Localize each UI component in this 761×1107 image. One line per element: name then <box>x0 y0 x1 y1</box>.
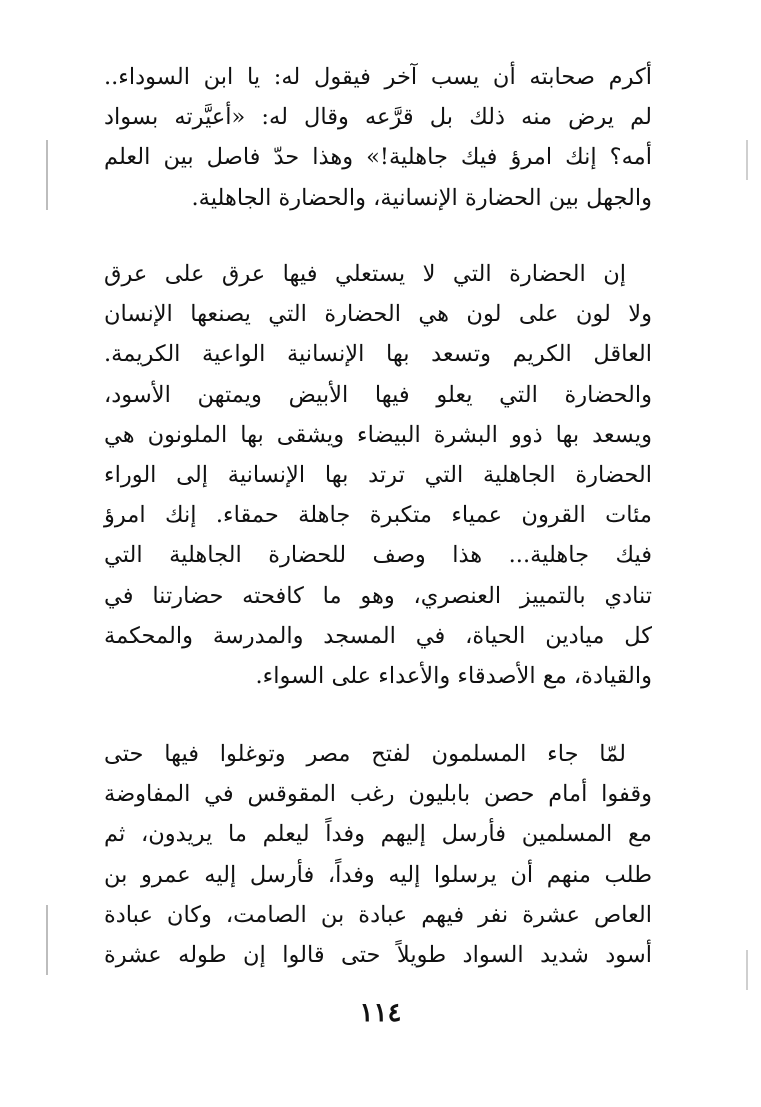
text-line: وقفوا أمام حصن بابليون رغب المقوقس في المفاوضة <box>104 781 652 808</box>
text-line: أمه؟ إنك امرؤ فيك جاهلية!» وهذا حدّ فاصل بين العلم <box>104 144 652 171</box>
text-line: لمّا جاء المسلمون لفتح مصر وتوغلوا فيها حتى <box>104 741 626 767</box>
paragraph-2 <box>104 254 652 696</box>
text-line: تنادي بالتمييز العنصري، وهو ما كافحته حضارتنا في <box>104 582 652 609</box>
text-line: مع المسلمين فأرسل إليهم وفداً ليعلم ما يريدون، ثم <box>104 821 652 848</box>
text-line: ولا لون على لون هي الحضارة التي يصنعها الإنسان <box>104 301 652 328</box>
text-line: العاقل الكريم وتسعد بها الإنسانية الواعية الكريمة. <box>104 341 652 368</box>
text-line: ويسعد بها ذوو البشرة البيضاء ويشقى بها الملونون هي <box>104 421 652 448</box>
text-line: مئات القرون عمياء متكبرة جاهلة حمقاء. إنك امرؤ <box>104 502 652 529</box>
text-line: العاص عشرة نفر فيهم عبادة بن الصامت، وكان عبادة <box>104 901 652 928</box>
text-line: أسود شديد السواد طويلاً حتى قالوا إن طوله عشرة <box>104 942 652 969</box>
text-line: والجهل بين الحضارة الإنسانية، والحضارة الجاهلية. <box>191 184 652 211</box>
text-line: والقيادة، مع الأصدقاء والأعداء على السواء. <box>255 663 652 690</box>
text-line: الحضارة الجاهلية التي ترتد بها الإنسانية إلى الوراء <box>104 462 652 489</box>
paragraph-1 <box>104 57 652 218</box>
text-line: أكرم صحابته أن يسب آخر فيقول له: يا ابن السوداء.. <box>104 64 652 90</box>
text-line: كل ميادين الحياة، في المسجد والمدرسة والمحكمة <box>104 622 652 649</box>
scan-edge-mark <box>46 140 48 210</box>
paragraph-3 <box>104 734 652 975</box>
text-line: طلب منهم أن يرسلوا إليه وفداً، فأرسل إليه عمرو بن <box>104 861 652 888</box>
scan-edge-mark <box>746 950 748 990</box>
text-line: والحضارة التي يعلو فيها الأبيض ويمتهن الأسود، <box>104 381 652 408</box>
text-line: فيك جاهلية... هذا وصف للحضارة الجاهلية التي <box>104 542 652 569</box>
text-line: لم يرض منه ذلك بل قرَّعه وقال له: «أعيَّرته بسواد <box>104 104 652 131</box>
page-number: ١١٤ <box>359 998 402 1028</box>
scan-edge-mark <box>746 140 748 180</box>
scan-edge-mark <box>46 905 48 975</box>
text-line: إن الحضارة التي لا يستعلي فيها عرق على عرق <box>104 261 626 287</box>
